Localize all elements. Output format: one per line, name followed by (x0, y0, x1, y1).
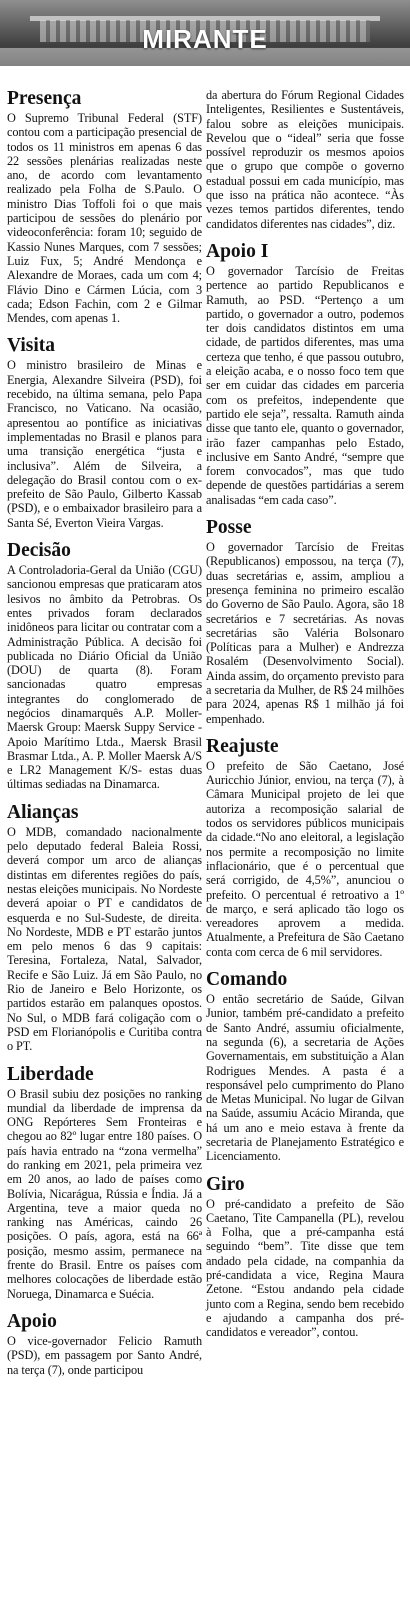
story-body: O pré-candidato a prefeito de São Caetano, Tite Campanella (PL), revelou à Folha, que a pré-campanha está seguindo “bem”. Tite disse que tem andado pela cidade, na companhia da pré-candidata a vice, Regina Maura Zetone. “Estou andando pela cidade junto com a Regina, sendo bem recebido e ajudando a campanha dos pré-candidatos e vereador”, contou. (206, 1196, 404, 1340)
story-body: O governador Tarcísio de Freitas pertence ao partido Republicanos e Ramuth, ao PSD. “Pertenço a um partido, o governador a outro, podemos ter dois candidatos distintos em uma cidade, de partidos diferentes, mas uma certeza que tenho, é que passou outubro, a eleição acaba, e o nosso foco tem que ser em cuidar das cidades em parceria com os prefeitos, independente que partido ele seja”, ressalta. Ramuth ainda disse que tanto ele, quanto o governador, irão fazer campanhas pelo Estado, inclusive em Santo André, “sempre que forem convocados”, mas que tudo depende de questões partidárias a serem analisadas “em cada caso”. (206, 263, 404, 507)
story-apoio-continuation (206, 88, 404, 231)
story-body: O MDB, comandado nacionalmente pelo deputado federal Baleia Rossi, deverá compor um arco de alianças distintas em diferentes regiões do país, nestas eleições municipais. No Nordeste deverá apoiar o PT e candidatos de esquerda e no Sul-Sudeste, de direita. No Nordeste, MDB e PT estarão juntos em pelo menos 6 das 9 capitais: Teresina, Fortaleza, Natal, Salvador, Recife e São Luiz. Já em São Paulo, no Rio de Janeiro e Belo Horizonte, os partidos estarão em palanques opostos. No Sul, o MDB fará coligação com o PSD em Florianópolis e Curitiba contra o PT. (7, 824, 202, 1054)
left-column (7, 88, 202, 1387)
story-heading: Comando (206, 969, 288, 991)
story-aliancas (7, 802, 202, 1054)
story-heading: Visita (7, 335, 56, 357)
story-heading: Posse (206, 517, 252, 539)
story-heading: Apoio I (206, 240, 269, 262)
story-apoio-i (206, 241, 404, 507)
story-body: O Supremo Tribunal Federal (STF) contou com a participação presencial de todos os 11 ministros em apenas 6 das 22 sessões plenárias realizadas neste ano, de acordo com levantamento realizado pela Folha de S.Paulo. O ministro Dias Toffoli foi o que mais participou de sessões do plenário por videoconferência: foram 10; seguido de Kassio Nunes Marques, com 7 sessões; Luiz Fux, 5; André Mendonça e Alexandre de Moraes, cada um com 4; Flávio Dino e Cármen Lúcia, com 3 cada; Edson Fachin, com 2 e Gilmar Mendes, com apenas 1. (7, 111, 202, 326)
masthead-title: MIRANTE (142, 24, 268, 54)
story-presenca (7, 88, 202, 325)
story-body: O prefeito de São Caetano, José Auricchio Júnior, enviou, na terça (7), à Câmara Municipal projeto de lei que autoriza a recomposição salarial de todos os servidores públicos municipais da cidade.“No ano eleitoral, a legislação nos permite a recomposição no limite inflacionário, que é o percentual que será corrigido, de 4,5%”, anunciou o prefeito. O percentual é retroativo a 1º de março, e será aplicado tão logo os vereadores aprovem a medida. Atualmente, a Prefeitura de São Caetano conta com cerca de 6 mil servidores. (206, 758, 404, 959)
story-body: O então secretário de Saúde, Gilvan Junior, também pré-candidato a prefeito de Santo André, assumiu oficialmente, na segunda (6), a secretaria de Ações Governamentais, em substituição a Alan Rodrigues Mendes. A pasta é a responsável pelo cumprimento do Plano de Metas Municipal. No lugar de Gilvan na Saúde, assumiu Acácio Miranda, que há um ano e meio estava à frente da secretaria de Planejamento Estratégico e Licenciamento. (206, 992, 404, 1164)
story-body: O ministro brasileiro de Minas e Energia, Alexandre Silveira (PSD), foi recebido, na última semana, pelo Papa Francisco, no Vaticano. Na ocasião, apresentou ao pontífice as iniciativas implementadas no Brasil e planos para uma transição energética “justa e inclusiva”. Além de Silveira, a delegação do Brasil contou com o ex-prefeito de São Paulo, Gilberto Kassab (PSD), e o embaixador brasileiro para a Santa Sé, Everton Vieira Vargas. (7, 358, 202, 530)
story-apoio (7, 1311, 202, 1377)
story-heading: Giro (206, 1173, 245, 1195)
story-body: O governador Tarcísio de Freitas (Republicanos) empossou, na terça (7), duas secretárias e, assim, ampliou a presença feminina no primeiro escalão do Governo de São Paulo. Agora, são 18 secretários e 7 secretárias. As novas secretárias são Valéria Bolsonaro (Políticas para a Mulher) e Andrezza Rosalém (Desenvolvimento Social). Ainda assim, do orçamento previsto para a secretaria da Mulher, de R$ 24 milhões para 2024, apenas R$ 1 milhão já foi empenhado. (206, 540, 404, 726)
story-liberdade (7, 1064, 202, 1301)
story-decisao (7, 540, 202, 792)
story-body: da abertura do Fórum Regional Cidades Inteligentes, Resilientes e Sustentáveis, falou sobre as eleições municipais. Revelou que o “ideal” seria que fosse possível reproduzir os mesmos apoios que o grupo que compõe o governo estadual possui em cada município, mas que isso na prática não acontece. “Às vezes temos partidos diferentes, tendo candidatos diferentes nas cidades”, diz. (206, 88, 404, 231)
story-heading: Decisão (7, 540, 71, 562)
story-heading: Liberdade (7, 1063, 94, 1085)
story-posse (206, 517, 404, 726)
right-column (206, 88, 404, 1350)
story-giro (206, 1174, 404, 1340)
story-heading: Presença (7, 88, 82, 109)
story-body: A Controladoria-Geral da União (CGU) sancionou empresas que praticaram atos lesivos no âmbito da Petrobras. Os entes privados foram declarados inidôneos para licitar ou contratar com a Administração Pública. A decisão foi publicada no Diário Oficial da União (DOU) de quarta (8). Foram sancionadas quatro empresas integrantes do conglomerado de negócios dinamarquês A.P. Moller-Maersk Group: Maersk Suppy Service - Apoio Marítimo Ltda., Maersk Brasil Brasmar Ltda., A. P. Moller Maersk A/S e LR2 Management K/S- estas duas últimas sediadas na Dinamarca. (7, 563, 202, 792)
story-body: O vice-governador Felicio Ramuth (PSD), em passagem por Santo André, na terça (7), onde participou (7, 1333, 202, 1377)
story-heading: Alianças (7, 801, 79, 823)
story-reajuste (206, 736, 404, 959)
story-comando (206, 969, 404, 1164)
story-heading: Reajuste (206, 735, 279, 757)
masthead-banner (0, 0, 410, 66)
story-body: O Brasil subiu dez posições no ranking mundial da liberdade de imprensa da ONG Repórteres Sem Fronteiras e chegou ao 82º lugar entre 180 países. O país havia entrado na “zona vermelha” do ranking em 2021, pela primeira vez em 20 anos, ao lado de países como Bolívia, Nicarágua, Rússia e Índia. Já a Argentina, teve a maior queda no ranking nas Américas, caindo 26 posições. O país, agora, está na 66ª posição, mesmo assim, permanece na frente do Brasil. Entre os países com melhores colocações de liberdade estão Noruega, Dinamarca e Suécia. (7, 1086, 202, 1301)
story-heading: Apoio (7, 1310, 57, 1332)
story-visita (7, 335, 202, 530)
